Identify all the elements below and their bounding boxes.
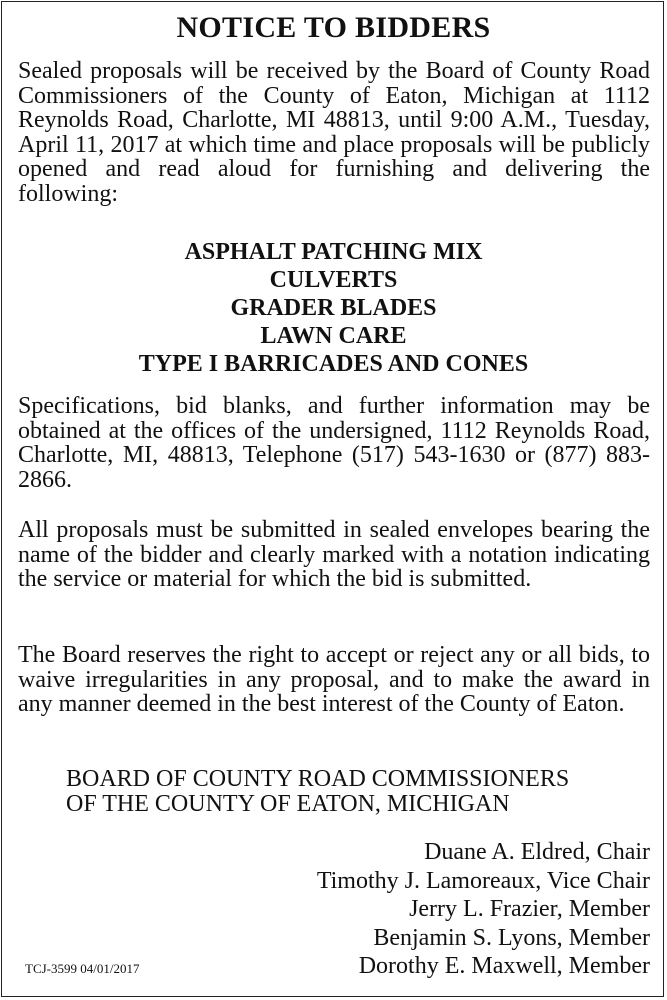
board-heading (66, 767, 656, 816)
intro-paragraph: Sealed proposals will be received by the Board of County Road Commissioners of the County of Eaton, Michigan at 1112 Reynolds Road, Charlotte, MI 48813, until 9:00 A.M., Tuesday, April 11, 2017 at which time and place proposals will be publicly opened and read aloud for furnishing and delivering the following: (18, 58, 650, 207)
board-line: BOARD OF COUNTY ROAD COMMISSIONERS (66, 766, 570, 792)
bid-items-list (0, 238, 667, 378)
board-member: Dorothy E. Maxwell, Member (358, 953, 650, 979)
bid-item: CULVERTS (269, 267, 398, 293)
board-members-list (230, 838, 650, 981)
bid-item: LAWN CARE (260, 323, 407, 349)
bid-item: GRADER BLADES (230, 295, 437, 321)
notice-title: NOTICE TO BIDDERS (176, 11, 491, 44)
board-member: Benjamin S. Lyons, Member (373, 924, 650, 951)
ad-code: TCJ-3599 04/01/2017 (25, 961, 140, 976)
specifications-paragraph: Specifications, bid blanks, and further information may be obtained at the offices of the undersigned, 1112 Reynolds Road, Charlotte, MI, 48813, Telephone (517) 543-1630 or (877) 883-2866. (18, 393, 650, 493)
reservation-paragraph: The Board reserves the right to accept or reject any or all bids, to waive irregularities in any proposal, and to make the award in any manner deemed in the best interest of the County of Eaton. (18, 642, 650, 717)
board-member: Jerry L. Frazier, Member (409, 896, 650, 922)
submission-paragraph: All proposals must be submitted in sealed envelopes bearing the name of the bidder and clearly marked with a notation indicating the service or material for which the bid is submitted. (18, 517, 650, 592)
bid-item: TYPE I BARRICADES AND CONES (138, 351, 529, 377)
board-member: Duane A. Eldred, Chair (424, 839, 650, 865)
bid-item: ASPHALT PATCHING MIX (184, 239, 483, 265)
board-line: OF THE COUNTY OF EATON, MICHIGAN (66, 790, 510, 817)
board-member: Timothy J. Lamoreaux, Vice Chair (316, 867, 650, 894)
